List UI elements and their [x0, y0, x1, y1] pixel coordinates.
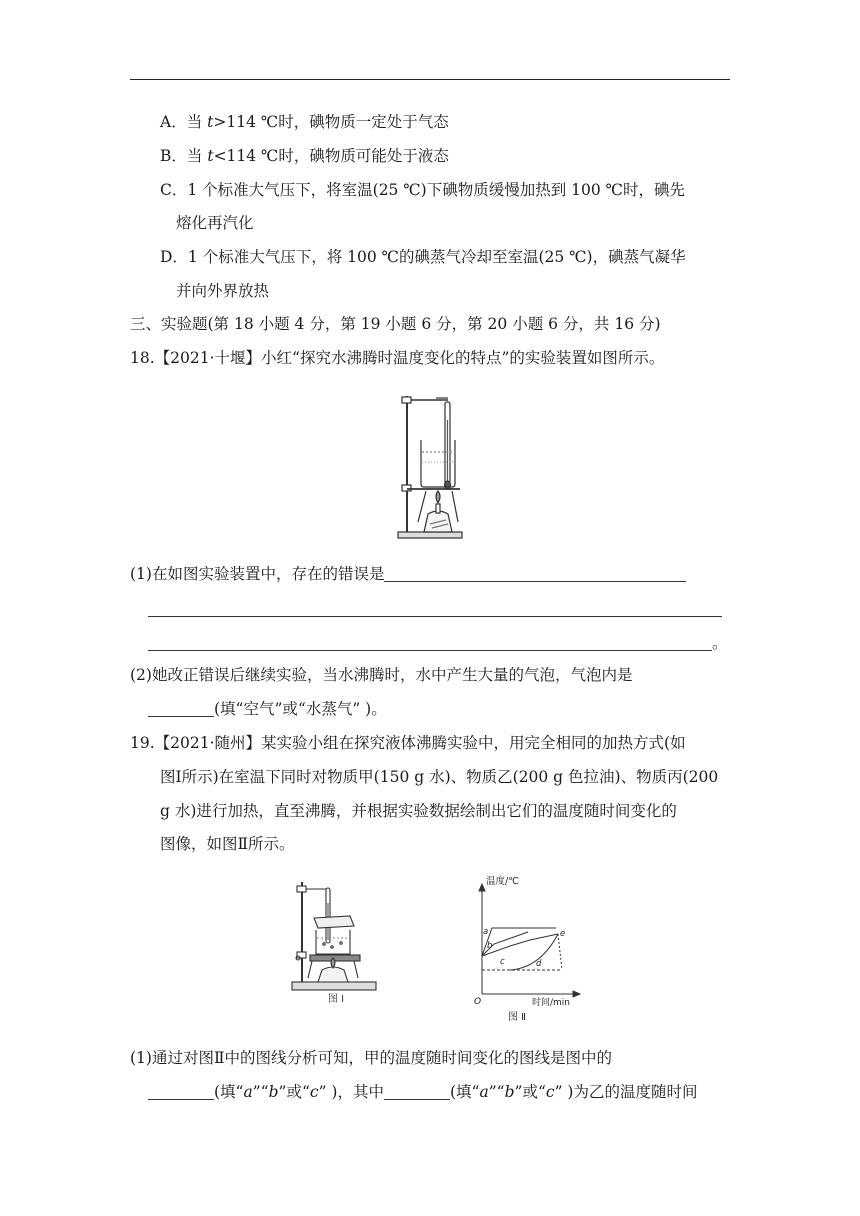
answer-blank[interactable] [148, 634, 712, 651]
question-19-stem-line4: 图像，如图Ⅱ所示。 [160, 835, 295, 853]
label-d: d [536, 959, 542, 969]
answer-blank[interactable] [148, 600, 722, 617]
question-18-stem: 18.【2021·十堰】小红“探究水沸腾时温度变化的特点”的实验装置如图所示。 [130, 349, 665, 367]
answer-blank[interactable] [148, 700, 214, 717]
label-a: a [483, 927, 489, 937]
q18-part2-line2: (填“空气”或“水蒸气” )。 [148, 699, 387, 719]
q19-part1-line2: (填“a”“b”或“c” )，其中 (填“a”“b”或“c” )为乙的温度随时间 [148, 1082, 697, 1102]
q18-part1: (1)在如图实验装置中，存在的错误是 [130, 564, 686, 584]
section-3-heading: 三、实验题(第 18 小题 4 分，第 19 小题 6 分，第 20 小题 6 分，共 16 分) [130, 315, 661, 333]
header-rule [130, 79, 730, 80]
option-d-line1: D．1 个标准大气压下，将 100 ℃的碘蒸气冷却至室温(25 ℃)，碘蒸气凝华 [160, 248, 686, 266]
answer-blank[interactable] [384, 565, 686, 582]
q19-part1-line1: (1)通过对图Ⅱ中的图线分析可知，甲的温度随时间变化的图线是图中的 [130, 1049, 612, 1067]
label-b: b [487, 941, 493, 951]
figure-1-apparatus [288, 878, 380, 1006]
y-axis-label: 温度/℃ [486, 876, 519, 887]
figure-2-caption: 图 Ⅱ [508, 1012, 527, 1023]
label-c: c [500, 957, 505, 967]
q18-part1-line2 [148, 599, 722, 619]
answer-blank[interactable] [148, 1083, 214, 1100]
x-axis-label: 时间/min [532, 998, 571, 1008]
figure-1-caption: 图 Ⅰ [328, 994, 345, 1005]
option-c-line1: C．1 个标准大气压下，将室温(25 ℃)下碘物质缓慢加热到 100 ℃时，碘先 [160, 181, 686, 199]
option-d-line2: 并向外界放热 [176, 282, 270, 300]
figure-2-temperature-graph [470, 874, 582, 1024]
option-b: B．当 t<114 ℃时，碘物质可能处于液态 [160, 147, 449, 165]
question-19-stem-line2: 图Ⅰ所示)在室温下同时对物质甲(150 g 水)、物质乙(200 g 色拉油)、物质丙(200 [160, 768, 719, 786]
q18-apparatus-figure [396, 392, 466, 542]
question-19-stem-line3: g 水)进行加热，直至沸腾，并根据实验数据绘制出它们的温度随时间变化的 [160, 802, 677, 820]
question-19-stem-line1: 19.【2021·随州】某实验小组在探究液体沸腾实验中，用完全相同的加热方式(如 [130, 734, 686, 752]
answer-blank[interactable] [384, 1083, 450, 1100]
q18-part2-line1: (2)她改正错误后继续实验，当水沸腾时，水中产生大量的气泡，气泡内是 [130, 666, 633, 684]
origin-label: O [474, 997, 482, 1007]
label-e: e [560, 929, 566, 939]
option-a: A．当 t>114 ℃时，碘物质一定处于气态 [160, 113, 449, 131]
q18-part1-line3: 。 [148, 633, 728, 653]
option-c-line2: 熔化再汽化 [176, 214, 254, 232]
